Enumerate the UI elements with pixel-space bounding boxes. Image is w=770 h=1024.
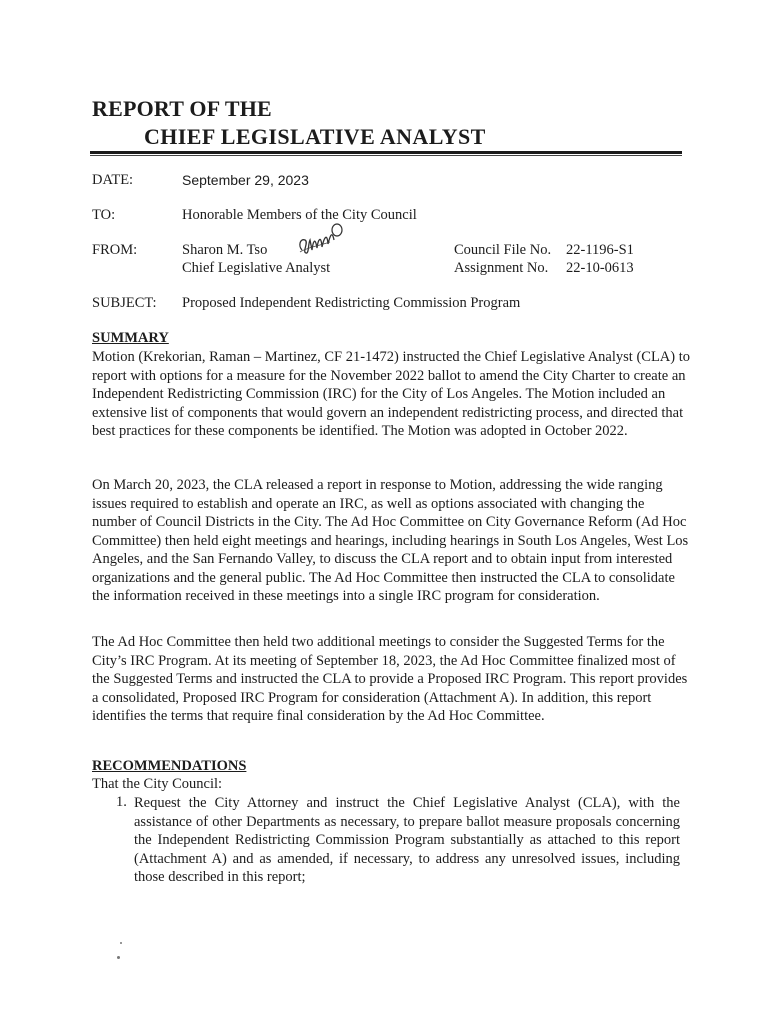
scan-speck [120,942,122,944]
date-value: September 29, 2023 [182,172,309,188]
to-value: Honorable Members of the City Council [182,207,417,223]
council-file-value: 22-1196-S1 [566,242,634,258]
from-label: FROM: [92,242,138,258]
assignment-label: Assignment No. [454,260,549,276]
handwritten-initials-signature [296,222,344,256]
to-label: TO: [92,207,116,223]
summary-paragraph: Motion (Krekorian, Raman – Martinez, CF 21-1472) instructed the Chief Legislative Analyst (CLA) to report with options for a measure for the November 2022 ballot to amend the City Charter to create an Independent Redistricting Commission (IRC) for the City of Los Angeles. The Motion included an extensive list of components that would govern an independent redistricting process, and directed that best practices for these components be identified. The Motion was adopted in October 2022. [92,349,691,439]
assignment-value: 22-10-0613 [566,260,634,276]
council-file-label: Council File No. [454,242,552,258]
summary-paragraph: The Ad Hoc Committee then held two additional meetings to consider the Suggested Terms for the City’s IRC Program. At its meeting of September 18, 2023, the Ad Hoc Committee finalized most of the Suggested Terms and instructed the CLA to provide a Proposed IRC Program. This report provides a consolidated, Proposed IRC Program for consideration (Attachment A). In addition, this report identifies the terms that require final consideration by the Ad Hoc Committee. [92,634,688,724]
scan-speck [117,956,120,959]
subject-label: SUBJECT: [92,295,157,311]
recommendations-intro: That the City Council: [92,776,223,792]
recommendation-text: Request the City Attorney and instruct the Chief Legislative Analyst (CLA), with the assistance of other Departments as necessary, to prepare ballot measure proposals concerning the Independent Redistricting Commission Program substantially as attached to this report (Attachment A) and as amended, if necessary, to address any unresolved issues, including those described in this report; [134,795,680,885]
recommendation-number: 1. [116,794,127,810]
header-rule-thick [90,151,682,154]
report-title-line2: CHIEF LEGISLATIVE ANALYST [144,124,486,149]
subject-value: Proposed Independent Redistricting Commission Program [182,295,521,311]
from-title: Chief Legislative Analyst [182,260,331,276]
header-rule-thin [90,155,682,156]
summary-paragraph: On March 20, 2023, the CLA released a report in response to Motion, addressing the wide ranging issues required to establish and operate an IRC, as well as options associated with changing the number of Council Districts in the City. The Ad Hoc Committee on City Governance Reform (Ad Hoc Committee) then held eight meetings and hearings, including hearings in South Los Angeles, West Los Angeles, and the San Fernando Valley, to discuss the CLA report and to obtain input from interested organizations and the general public. The Ad Hoc Committee then instructed the CLA to consolidate the information received in these meetings into a single IRC program for consideration. [92,477,689,604]
date-label: DATE: [92,172,134,188]
summary-heading: SUMMARY [92,330,169,346]
from-name: Sharon M. Tso [182,242,268,258]
report-title-line1: REPORT OF THE [92,96,272,121]
recommendations-heading: RECOMMENDATIONS [92,758,247,774]
